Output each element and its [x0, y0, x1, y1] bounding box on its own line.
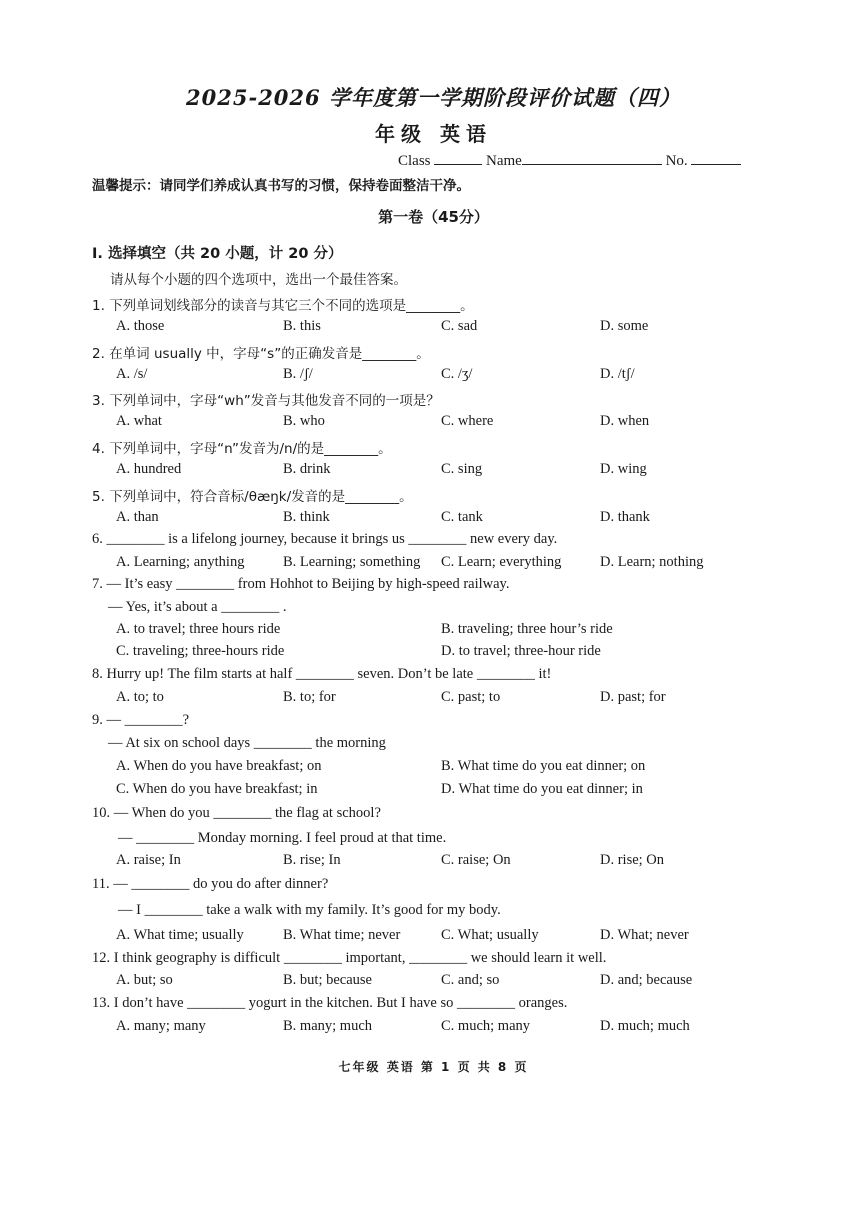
question-10-reply: — ________ Monday morning. I feel proud at that time. [118, 830, 447, 846]
question-5 [92, 485, 413, 505]
question-number: 4. [92, 441, 105, 457]
question-3 [92, 389, 440, 409]
name-label: Name [486, 153, 522, 169]
question-12 [92, 950, 606, 967]
question-11-reply: — I ________ take a walk with my family. It’s good for my body. [118, 902, 501, 918]
option-b[interactable]: B. rise; In [283, 852, 341, 868]
question-number: 9. [92, 712, 103, 728]
option-d[interactable]: D. /tʃ/ [600, 366, 635, 382]
question-number: 6. [92, 531, 103, 547]
page-footer: 七年级 英语 第 1 页 共 8 页 [338, 1060, 529, 1074]
question-stem: 下列单词中，字母“wh”发音与其他发音不同的一项是？ [109, 393, 440, 409]
option-b[interactable]: B. drink [283, 461, 331, 477]
option-d[interactable]: D. past; for [600, 689, 666, 705]
question-2 [92, 342, 430, 362]
option-c[interactable]: C. Learn; everything [441, 554, 562, 570]
option-b[interactable]: B. /ʃ/ [283, 366, 313, 382]
question-11 [92, 876, 328, 893]
volume-title: 第一卷（45分） [378, 208, 489, 226]
option-d[interactable]: D. when [600, 413, 650, 429]
option-c[interactable]: C. sad [441, 318, 478, 334]
option-b[interactable]: B. many; much [283, 1018, 373, 1034]
option-b[interactable]: B. What time do you eat dinner; on [441, 758, 646, 774]
class-blank[interactable] [434, 150, 482, 165]
question-number: 1. [92, 298, 105, 314]
option-d[interactable]: D. wing [600, 461, 647, 477]
exam-title: 2025-2026 学年度第一学期阶段评价试题（四） [186, 85, 681, 110]
question-9 [92, 712, 189, 729]
student-info-line [398, 150, 741, 170]
option-b[interactable]: B. but; because [283, 972, 372, 988]
question-stem: — When do you ________ the flag at school? [113, 805, 381, 821]
question-number: 12. [92, 950, 111, 966]
option-d[interactable]: D. much; much [600, 1018, 690, 1034]
option-d[interactable]: D. and; because [600, 972, 693, 988]
question-7-reply: — Yes, it’s about a ________ . [108, 599, 287, 615]
option-b[interactable]: B. What time; never [283, 927, 401, 943]
option-b[interactable]: B. think [283, 509, 330, 525]
option-c[interactable]: C. sing [441, 461, 483, 477]
option-d[interactable]: D. thank [600, 509, 650, 525]
question-13 [92, 995, 567, 1012]
option-c[interactable]: C. and; so [441, 972, 500, 988]
question-number: 13. [92, 995, 111, 1011]
no-label: No. [665, 153, 688, 169]
question-stem: — ________ do you do after dinner? [113, 876, 329, 892]
option-a[interactable]: A. What time; usually [116, 927, 244, 943]
question-number: 3. [92, 393, 105, 409]
option-a[interactable]: A. Learning; anything [116, 554, 245, 570]
section-instruction: 请从每个小题的四个选项中，选出一个最佳答案。 [110, 272, 407, 288]
question-8 [92, 666, 551, 683]
question-1 [92, 294, 474, 314]
option-c[interactable]: C. What; usually [441, 927, 539, 943]
option-b[interactable]: B. Learning; something [283, 554, 421, 570]
question-10 [92, 805, 381, 822]
question-stem: I don’t have ________ yogurt in the kitchen. But I have so ________ oranges. [113, 995, 568, 1011]
no-blank[interactable] [691, 150, 741, 165]
option-a[interactable]: A. /s/ [116, 366, 148, 382]
section-title: I. 选择填空（共 20 小题，计 20 分） [92, 246, 343, 262]
option-b[interactable]: B. traveling; three hour’s ride [441, 621, 613, 637]
option-c[interactable]: C. traveling; three-hours ride [116, 643, 285, 659]
option-b[interactable]: B. who [283, 413, 325, 429]
question-stem: 下列单词划线部分的读音与其它三个不同的选项是________。 [109, 298, 474, 314]
option-a[interactable]: A. what [116, 413, 162, 429]
option-c[interactable]: C. where [441, 413, 494, 429]
option-d[interactable]: D. What; never [600, 927, 689, 943]
option-a[interactable]: A. those [116, 318, 165, 334]
tip-text: 温馨提示：请同学们养成认真书写的习惯，保持卷面整洁干净。 [92, 178, 470, 194]
question-7 [92, 576, 509, 593]
exam-subtitle: 年级 英语 [375, 122, 492, 146]
option-c[interactable]: C. much; many [441, 1018, 531, 1034]
option-a[interactable]: A. to travel; three hours ride [116, 621, 281, 637]
question-stem: I think geography is difficult ________ important, ________ we should learn it well. [113, 950, 607, 966]
question-stem: 在单词 usually 中，字母“s”的正确发音是________。 [109, 346, 430, 362]
question-number: 2. [92, 346, 105, 362]
option-a[interactable]: A. to; to [116, 689, 164, 705]
question-number: 8. [92, 666, 103, 682]
option-a[interactable]: A. When do you have breakfast; on [116, 758, 322, 774]
option-c[interactable]: C. tank [441, 509, 483, 525]
option-d[interactable]: D. Learn; nothing [600, 554, 704, 570]
question-number: 7. [92, 576, 103, 592]
option-c[interactable]: C. past; to [441, 689, 501, 705]
option-a[interactable]: A. than [116, 509, 159, 525]
class-label: Class [398, 153, 431, 169]
option-c[interactable]: C. raise; On [441, 852, 511, 868]
option-c[interactable]: C. /ʒ/ [441, 366, 473, 382]
question-stem: — It’s easy ________ from Hohhot to Beijing by high-speed railway. [106, 576, 510, 592]
option-d[interactable]: D. some [600, 318, 649, 334]
question-6 [92, 531, 557, 548]
question-number: 11. [92, 876, 110, 892]
question-stem: 下列单词中，字母“n”发音为/n/的是________。 [109, 441, 392, 457]
question-stem: ________ is a lifelong journey, because it brings us ________ new every day. [106, 531, 558, 547]
option-d[interactable]: D. to travel; three-hour ride [441, 643, 601, 659]
name-blank[interactable] [522, 150, 662, 165]
question-stem: 下列单词中，符合音标/θæŋk/发音的是________。 [109, 489, 413, 505]
question-4 [92, 437, 392, 457]
question-9-reply: — At six on school days ________ the morning [108, 735, 386, 751]
option-d[interactable]: D. What time do you eat dinner; in [441, 781, 643, 797]
question-stem: — ________? [106, 712, 190, 728]
option-b[interactable]: B. to; for [283, 689, 336, 705]
option-d[interactable]: D. rise; On [600, 852, 665, 868]
question-stem: Hurry up! The film starts at half ________ seven. Don’t be late ________ it! [106, 666, 552, 682]
option-b[interactable]: B. this [283, 318, 321, 334]
option-a[interactable]: A. many; many [116, 1018, 206, 1034]
option-c[interactable]: C. When do you have breakfast; in [116, 781, 318, 797]
question-number: 10. [92, 805, 111, 821]
option-a[interactable]: A. hundred [116, 461, 182, 477]
option-a[interactable]: A. but; so [116, 972, 173, 988]
question-number: 5. [92, 489, 105, 505]
option-a[interactable]: A. raise; In [116, 852, 181, 868]
